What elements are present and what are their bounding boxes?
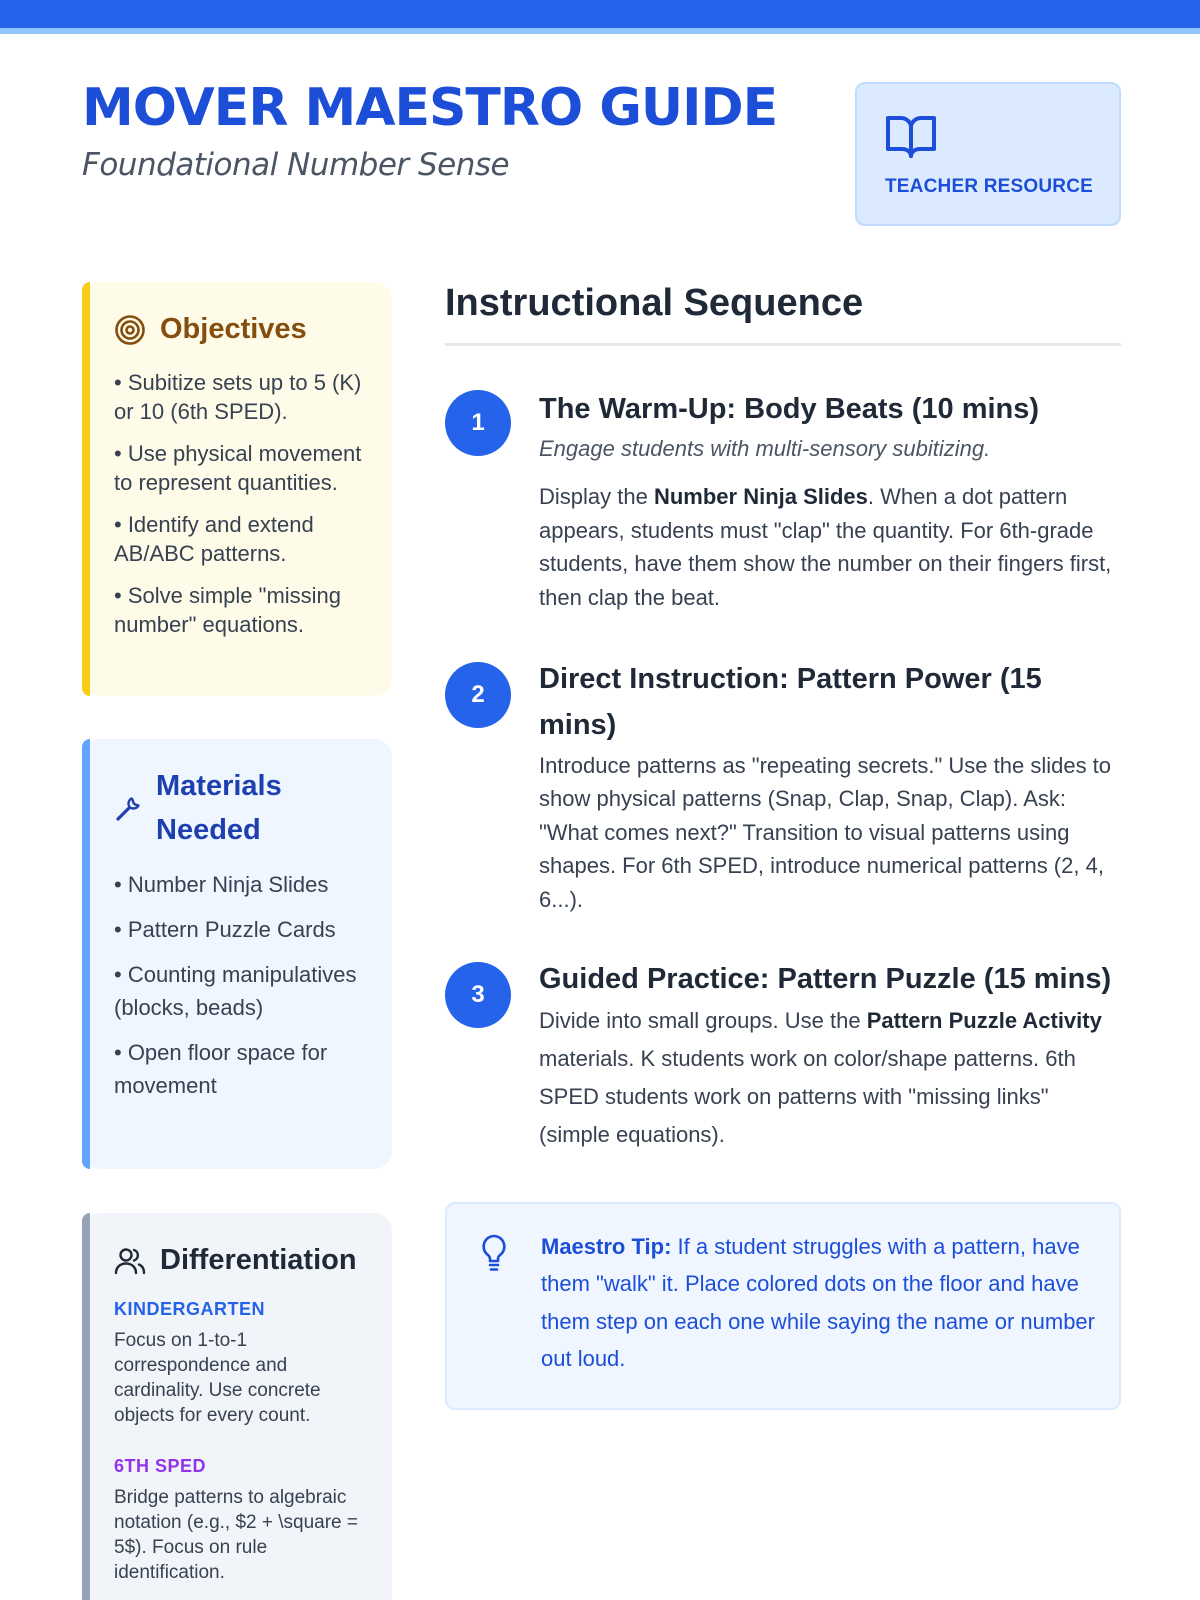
step-title: Guided Practice: Pattern Puzzle (15 mins) xyxy=(539,963,1112,995)
step-description: Display the Number Ninja Slides. When a dot pattern appears, students must "clap" the quantity. For 6th-grade students, have them show the number on their fingers first, then clap the beat. xyxy=(539,484,1112,610)
list-item: • Counting manipulatives (blocks, beads) xyxy=(114,962,357,1020)
materials-title: Materials Needed xyxy=(156,770,282,846)
step-number-badge: 2 xyxy=(445,662,511,728)
section-title: Instructional Sequence xyxy=(445,282,1121,346)
page-title: MOVER MAESTRO GUIDE xyxy=(82,78,778,138)
differentiation-card xyxy=(82,1213,392,1600)
top-bar xyxy=(0,0,1200,28)
objectives-card xyxy=(82,282,392,696)
step-subtitle: Engage students with multi-sensory subitizing. xyxy=(539,436,991,462)
sped-text: Bridge patterns to algebraic notation (e.g., $2 + \square = 5$). Focus on rule identification. xyxy=(114,1486,359,1584)
list-item: • Subitize sets up to 5 (K) or 10 (6th SPED). xyxy=(114,369,362,424)
tip-text: Maestro Tip: If a student struggles with a pattern, have them "walk" it. Place colored dots on the floor and have them step on each one while saying the name or number out loud. xyxy=(541,1234,1095,1372)
step-body xyxy=(539,662,1121,916)
wrench-icon xyxy=(114,795,142,823)
step-number-badge: 1 xyxy=(445,390,511,456)
tip-label: Maestro Tip: xyxy=(541,1234,672,1259)
materials-card xyxy=(82,739,392,1169)
sped-label: 6TH SPED xyxy=(114,1455,207,1476)
list-item: • Use physical movement to represent quantities. xyxy=(114,440,362,495)
step-description: Divide into small groups. Use the Pattern Puzzle Activity materials. K students work on color/shape patterns. 6th SPED students work on patterns with "missing links" (simple equations). xyxy=(539,1008,1102,1147)
kindergarten-label: KINDERGARTEN xyxy=(114,1298,266,1319)
top-bar-accent xyxy=(0,28,1200,34)
step-title: The Warm-Up: Body Beats (10 mins) xyxy=(539,393,1040,425)
maestro-tip xyxy=(445,1202,1121,1410)
objectives-title: Objectives xyxy=(160,313,307,345)
target-icon xyxy=(114,314,146,346)
instructional-sequence xyxy=(445,282,1121,1372)
list-item: • Solve simple "missing number" equations. xyxy=(114,582,342,637)
objectives-header xyxy=(114,308,366,352)
step-description: Introduce patterns as "repeating secrets." Use the slides to show physical patterns (Snap, Clap, Snap, Clap). Ask: "What comes next?" Transition to visual patterns using shapes. For 6th SPED, introduce numerical patterns (2, 4, 6...). xyxy=(539,752,1112,912)
list-item: • Pattern Puzzle Cards xyxy=(114,917,336,942)
step-title: Direct Instruction: Pattern Power (15 mins) xyxy=(539,663,1042,742)
step-number-badge: 3 xyxy=(445,962,511,1028)
differentiation-header xyxy=(114,1239,366,1283)
step-body xyxy=(539,390,1121,614)
differentiation-title: Differentiation xyxy=(160,1244,357,1276)
step-body xyxy=(539,962,1121,1154)
badge-label: TEACHER RESOURCE xyxy=(885,176,1093,197)
highlight-text: Pattern Puzzle Activity xyxy=(866,1008,1102,1034)
list-item: • Number Ninja Slides xyxy=(114,872,329,897)
list-item: • Identify and extend AB/ABC patterns. xyxy=(114,511,314,566)
kindergarten-text: Focus on 1-to-1 correspondence and cardinality. Use concrete objects for every count. xyxy=(114,1329,321,1426)
materials-list xyxy=(114,868,366,1102)
book-open-icon xyxy=(885,114,937,160)
page-subtitle: Foundational Number Sense xyxy=(82,147,510,184)
teacher-resource-badge xyxy=(855,82,1121,226)
page-header xyxy=(82,80,842,183)
materials-header xyxy=(114,765,366,852)
list-item: • Open floor space for movement xyxy=(114,1040,328,1098)
lightbulb-icon xyxy=(481,1234,507,1272)
objectives-list xyxy=(114,368,366,639)
highlight-text: Number Ninja Slides xyxy=(653,484,868,510)
users-icon xyxy=(114,1246,146,1276)
